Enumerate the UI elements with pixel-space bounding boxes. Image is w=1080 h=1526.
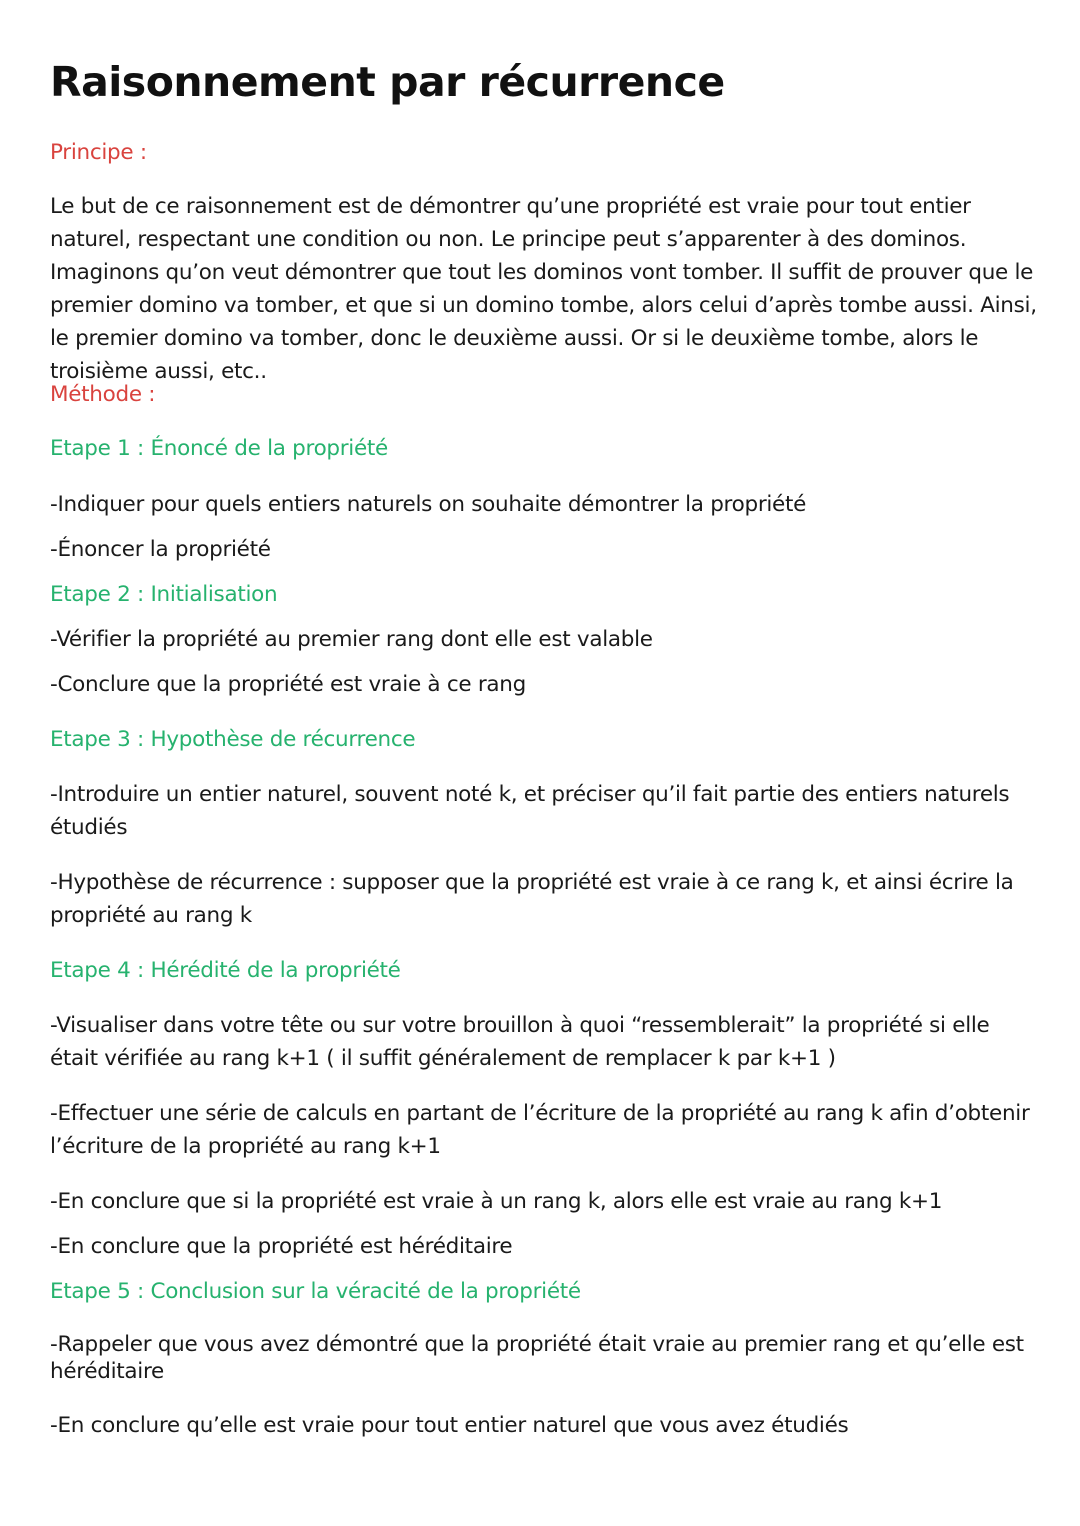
step-2-title: Etape 2 : Initialisation [50,582,278,607]
principle-heading: Principe : [50,140,147,165]
step-3-item-1: -Introduire un entier naturel, souvent noté k, et préciser qu’il fait partie des entiers naturels étudiés [50,782,1010,840]
step-3-title: Etape 3 : Hypothèse de récurrence [50,727,416,752]
step-5-item-1: -Rappeler que vous avez démontré que la propriété était vraie au premier rang et qu’elle est héréditaire [50,1332,1024,1384]
step-4-item-3: -En conclure que si la propriété est vraie à un rang k, alors elle est vraie au rang k+1 [50,1189,943,1214]
step-5-title: Etape 5 : Conclusion sur la véracité de la propriété [50,1279,581,1304]
step-1-item-2: -Énoncer la propriété [50,537,271,562]
step-2-item-1: -Vérifier la propriété au premier rang dont elle est valable [50,627,653,652]
step-4-item-2: -Effectuer une série de calculs en partant de l’écriture de la propriété au rang k afin d’obtenir l’écriture de la propriété au rang k+1 [50,1101,1030,1159]
step-4-title: Etape 4 : Hérédité de la propriété [50,958,401,983]
step-2-item-2: -Conclure que la propriété est vraie à ce rang [50,672,526,697]
step-4-item-4: -En conclure que la propriété est héréditaire [50,1234,513,1259]
step-1-item-1: -Indiquer pour quels entiers naturels on souhaite démontrer la propriété [50,492,807,517]
step-3-item-2: -Hypothèse de récurrence : supposer que la propriété est vraie à ce rang k, et ainsi écrire la propriété au rang k [50,870,1014,928]
step-1-title: Etape 1 : Énoncé de la propriété [50,436,388,461]
principle-text: Le but de ce raisonnement est de démontrer qu’une propriété est vraie pour tout entier naturel, respectant une condition ou non. Le principe peut s’apparenter à des dominos. Imaginons qu’on veut démontrer que tout les dominos vont tomber. Il suffit de prouver que le premier domino va tomber, et que si un domino tombe, alors celui d’après tombe aussi. Ainsi, le premier domino va tomber, donc le deuxième aussi. Or si le deuxième tombe, alors le troisième aussi, etc.. [50,194,1037,384]
page-title: Raisonnement par récurrence [50,58,725,106]
method-heading: Méthode : [50,382,156,407]
step-5-item-2: -En conclure qu’elle est vraie pour tout entier naturel que vous avez étudiés [50,1413,849,1438]
step-4-item-1: -Visualiser dans votre tête ou sur votre brouillon à quoi “ressemblerait” la propriété si elle était vérifiée au rang k+1 ( il suffit généralement de remplacer k par k+1 ) [50,1013,990,1071]
